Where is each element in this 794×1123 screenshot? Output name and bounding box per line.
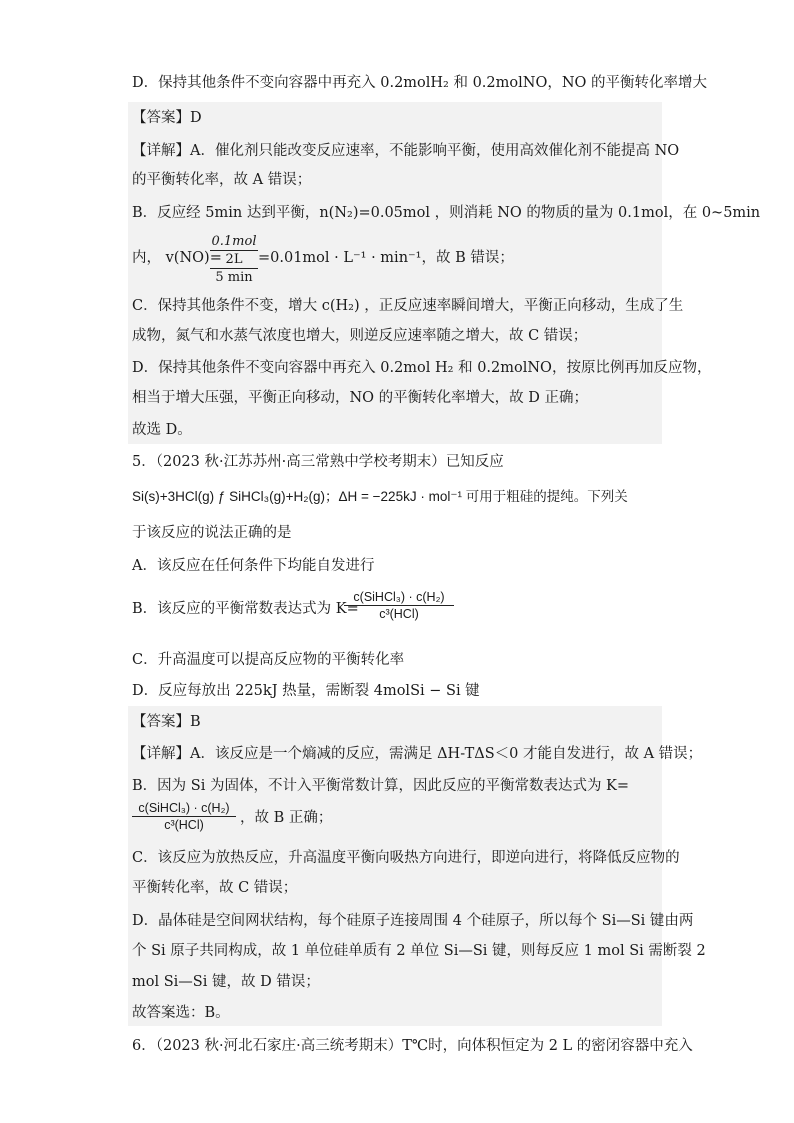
q5-option-a: A．该反应在任何条件下均能自发进行 [132,558,375,574]
q5-conclusion: 故答案选：B。 [132,1005,230,1021]
fraction-denominator: 5 min [215,270,253,285]
q4-rate-fraction [210,233,258,286]
q4-detail-b-suffix: =0.01mol · L⁻¹ · min⁻¹，故 B 错误； [258,250,514,266]
q5-option-b-fraction [344,589,454,622]
fraction-subnum: 2L [210,250,258,269]
q6-stem-line1: 6．（2023 秋·河北石家庄·高三统考期末）T℃时，向体积恒定为 2 L 的密闭容器中充入 [132,1038,693,1054]
q4-detail-c-line2: 成物，氮气和水蒸气浓度也增大，则逆反应速率随之增大，故 C 错误； [132,328,588,344]
fraction-numerator: c(SiHCl₃) · c(H₂) [138,801,230,815]
q5-detail-d-line2: 个 Si 原子共同构成，故 1 单位硅单质有 2 单位 Si—Si 键，则每反应 1 mol Si 需断裂 2 [132,943,706,959]
q5-option-d: D．反应每放出 225kJ 热量，需断裂 4molSi − Si 键 [132,683,480,699]
q5-stem-line3: 于该反应的说法正确的是 [132,525,292,541]
fraction-denominator: c³(HCl) [344,605,454,622]
q4-detail-d-line1: D．保持其他条件不变向容器中再充入 0.2mol H₂ 和 0.2molNO，按原比例再加反应物， [132,360,712,376]
q4-detail-a-line1: 【详解】A．催化剂只能改变反应速率，不能影响平衡，使用高效催化剂不能提高 NO [132,143,680,159]
q5-detail-b-fraction [132,800,236,833]
q5-detail-a: 【详解】A．该反应是一个熵减的反应，需满足 ΔH-TΔS＜0 才能自发进行，故 A 错误； [132,746,703,762]
q4-detail-d-line2: 相当于增大压强，平衡正向移动，NO 的平衡转化率增大，故 D 正确； [132,390,589,406]
q4-detail-b-prefix: 内， v(NO)= [132,250,222,266]
q4-detail-b-line1: B．反应经 5min 达到平衡，n(N₂)=0.05mol ，则消耗 NO 的物质的量为 0.1mol，在 0~5min [132,205,761,221]
q4-option-d: D．保持其他条件不变向容器中再充入 0.2molH₂ 和 0.2molNO，NO 的平衡转化率增大 [132,75,708,91]
fraction-numerator: 0.1mol [211,234,257,249]
q4-detail-a-line2: 的平衡转化率，故 A 错误； [132,172,312,188]
q5-detail-c-line1: C．该反应为放热反应，升高温度平衡向吸热方向进行，即逆向进行，将降低反应物的 [132,850,680,866]
q5-option-c: C．升高温度可以提高反应物的平衡转化率 [132,652,405,668]
q5-detail-d-line3: mol Si—Si 键，故 D 错误； [132,974,320,990]
q5-detail-b-suffix: ，故 B 正确； [240,810,333,826]
q5-stem-line2: Si(s)+3HCl(g) ƒ SiHCl₃(g)+H₂(g)；ΔH = −225kJ · mol⁻¹ 可用于粗硅的提纯。下列关 [132,489,628,504]
q5-option-b-prefix: B．该反应的平衡常数表达式为 K= [132,601,359,617]
q5-answer: 【答案】B [132,714,201,730]
q5-detail-b-line1: B．因为 Si 为固体，不计入平衡常数计算，因此反应的平衡常数表达式为 K= [132,778,630,794]
q4-detail-c-line1: C．保持其他条件不变，增大 c(H₂) ，正反应速率瞬间增大，平衡正向移动，生成了生 [132,298,684,314]
fraction-numerator: c(SiHCl₃) · c(H₂) [353,590,445,604]
q5-stem-line1: 5．（2023 秋·江苏苏州·高三常熟中学校考期末）已知反应 [132,454,504,470]
fraction-denominator: c³(HCl) [132,816,236,833]
q5-detail-d-line1: D．晶体硅是空间网状结构，每个硅原子连接周围 4 个硅原子，所以每个 Si—Si 键由两 [132,913,694,929]
q5-detail-c-line2: 平衡转化率，故 C 错误； [132,880,298,896]
q4-answer: 【答案】D [132,110,202,126]
q4-conclusion: 故选 D。 [132,422,192,438]
